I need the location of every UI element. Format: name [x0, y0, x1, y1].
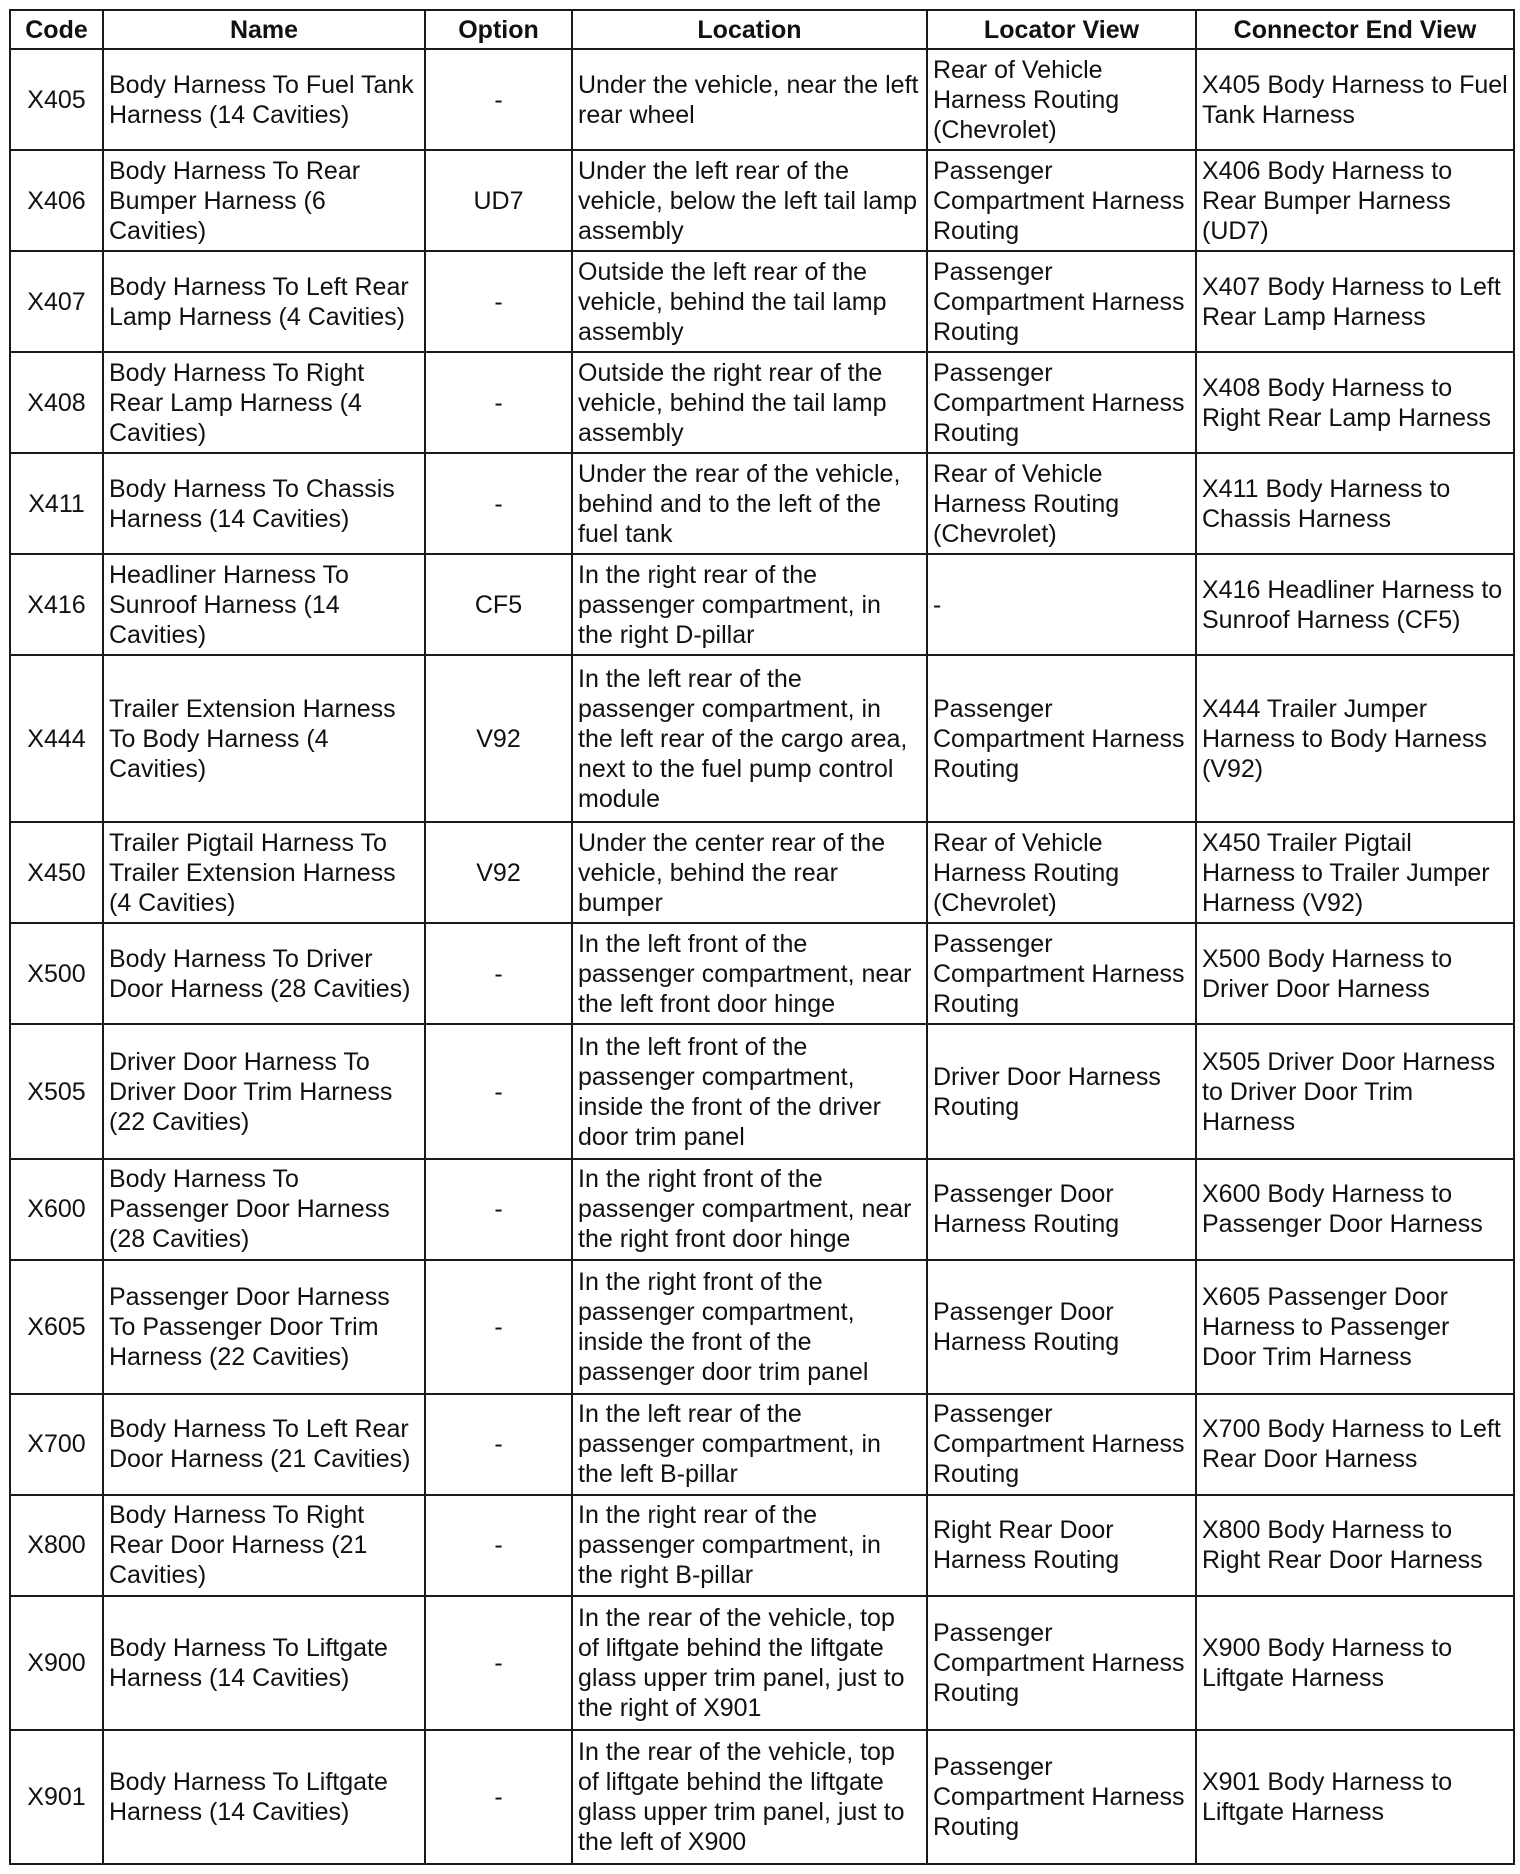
cell-location: In the rear of the vehicle, top of liftgate behind the liftgate glass upper trim panel, just to the right of X901: [572, 1596, 927, 1730]
cell-name: Body Harness To Right Rear Lamp Harness (4 Cavities): [103, 352, 425, 453]
header-location: Location: [572, 10, 927, 49]
cell-code: X408: [10, 352, 103, 453]
cell-name: Body Harness To Driver Door Harness (28 Cavities): [103, 923, 425, 1024]
cell-code: X605: [10, 1260, 103, 1394]
cell-location: Outside the right rear of the vehicle, behind the tail lamp assembly: [572, 352, 927, 453]
cell-location: In the left front of the passenger compartment, near the left front door hinge: [572, 923, 927, 1024]
cell-location: In the right rear of the passenger compartment, in the right B-pillar: [572, 1495, 927, 1596]
cell-code: X700: [10, 1394, 103, 1495]
cell-option: -: [425, 49, 572, 150]
header-row: [10, 10, 1514, 49]
cell-name: Trailer Extension Harness To Body Harness (4 Cavities): [103, 655, 425, 822]
cell-option: -: [425, 1159, 572, 1260]
cell-option: UD7: [425, 150, 572, 251]
table-row: [10, 554, 1514, 655]
cell-name: Driver Door Harness To Driver Door Trim Harness (22 Cavities): [103, 1024, 425, 1158]
cell-option: -: [425, 1596, 572, 1730]
cell-location: In the right front of the passenger compartment, near the right front door hinge: [572, 1159, 927, 1260]
cell-code: X405: [10, 49, 103, 150]
table-row: [10, 1394, 1514, 1495]
cell-option: -: [425, 1260, 572, 1394]
cell-connector-end-view: X408 Body Harness to Right Rear Lamp Harness: [1196, 352, 1514, 453]
cell-name: Body Harness To Left Rear Lamp Harness (4 Cavities): [103, 251, 425, 352]
cell-name: Body Harness To Right Rear Door Harness (21 Cavities): [103, 1495, 425, 1596]
cell-code: X406: [10, 150, 103, 251]
cell-locator-view: Passenger Door Harness Routing: [927, 1260, 1196, 1394]
cell-option: -: [425, 1024, 572, 1158]
cell-code: X505: [10, 1024, 103, 1158]
table-row: [10, 1024, 1514, 1158]
cell-option: V92: [425, 822, 572, 923]
cell-connector-end-view: X405 Body Harness to Fuel Tank Harness: [1196, 49, 1514, 150]
table-row: [10, 822, 1514, 923]
cell-name: Body Harness To Left Rear Door Harness (21 Cavities): [103, 1394, 425, 1495]
cell-name: Body Harness To Chassis Harness (14 Cavities): [103, 453, 425, 554]
cell-name: Trailer Pigtail Harness To Trailer Extension Harness (4 Cavities): [103, 822, 425, 923]
cell-code: X600: [10, 1159, 103, 1260]
table-row: [10, 150, 1514, 251]
cell-locator-view: Passenger Compartment Harness Routing: [927, 1394, 1196, 1495]
cell-option: -: [425, 1394, 572, 1495]
table-row: [10, 49, 1514, 150]
table-row: [10, 923, 1514, 1024]
cell-locator-view: Passenger Compartment Harness Routing: [927, 352, 1196, 453]
cell-code: X800: [10, 1495, 103, 1596]
table-row: [10, 1596, 1514, 1730]
cell-connector-end-view: X505 Driver Door Harness to Driver Door Trim Harness: [1196, 1024, 1514, 1158]
cell-code: X444: [10, 655, 103, 822]
cell-connector-end-view: X416 Headliner Harness to Sunroof Harness (CF5): [1196, 554, 1514, 655]
table-row: [10, 1730, 1514, 1864]
cell-code: X900: [10, 1596, 103, 1730]
cell-connector-end-view: X605 Passenger Door Harness to Passenger Door Trim Harness: [1196, 1260, 1514, 1394]
header-connector-end-view: Connector End View: [1196, 10, 1514, 49]
header-option: Option: [425, 10, 572, 49]
cell-code: X500: [10, 923, 103, 1024]
cell-locator-view: Rear of Vehicle Harness Routing (Chevrolet): [927, 822, 1196, 923]
cell-connector-end-view: X900 Body Harness to Liftgate Harness: [1196, 1596, 1514, 1730]
cell-option: -: [425, 1730, 572, 1864]
table-row: [10, 352, 1514, 453]
cell-locator-view: Rear of Vehicle Harness Routing (Chevrolet): [927, 49, 1196, 150]
connector-table-sheet: [9, 9, 1513, 1865]
cell-option: -: [425, 453, 572, 554]
cell-location: Under the left rear of the vehicle, below the left tail lamp assembly: [572, 150, 927, 251]
header-code: Code: [10, 10, 103, 49]
table-row: [10, 1260, 1514, 1394]
cell-name: Body Harness To Rear Bumper Harness (6 Cavities): [103, 150, 425, 251]
header-locator-view: Locator View: [927, 10, 1196, 49]
cell-name: Headliner Harness To Sunroof Harness (14 Cavities): [103, 554, 425, 655]
cell-location: Under the vehicle, near the left rear wheel: [572, 49, 927, 150]
table-row: [10, 1495, 1514, 1596]
cell-code: X416: [10, 554, 103, 655]
cell-name: Body Harness To Passenger Door Harness (28 Cavities): [103, 1159, 425, 1260]
cell-option: -: [425, 352, 572, 453]
cell-code: X411: [10, 453, 103, 554]
cell-connector-end-view: X700 Body Harness to Left Rear Door Harness: [1196, 1394, 1514, 1495]
connector-table: [9, 9, 1515, 1865]
cell-locator-view: -: [927, 554, 1196, 655]
cell-connector-end-view: X444 Trailer Jumper Harness to Body Harness (V92): [1196, 655, 1514, 822]
cell-connector-end-view: X800 Body Harness to Right Rear Door Harness: [1196, 1495, 1514, 1596]
cell-location: In the rear of the vehicle, top of liftgate behind the liftgate glass upper trim panel, just to the left of X900: [572, 1730, 927, 1864]
cell-location: Under the center rear of the vehicle, behind the rear bumper: [572, 822, 927, 923]
cell-option: CF5: [425, 554, 572, 655]
cell-locator-view: Passenger Compartment Harness Routing: [927, 923, 1196, 1024]
cell-name: Body Harness To Liftgate Harness (14 Cavities): [103, 1730, 425, 1864]
cell-location: In the left rear of the passenger compartment, in the left B-pillar: [572, 1394, 927, 1495]
cell-location: In the left rear of the passenger compartment, in the left rear of the cargo area, next to the fuel pump control module: [572, 655, 927, 822]
cell-code: X901: [10, 1730, 103, 1864]
table-row: [10, 453, 1514, 554]
cell-locator-view: Passenger Door Harness Routing: [927, 1159, 1196, 1260]
cell-option: -: [425, 251, 572, 352]
table-row: [10, 251, 1514, 352]
cell-connector-end-view: X901 Body Harness to Liftgate Harness: [1196, 1730, 1514, 1864]
cell-location: In the left front of the passenger compartment, inside the front of the driver door trim panel: [572, 1024, 927, 1158]
cell-location: In the right rear of the passenger compartment, in the right D-pillar: [572, 554, 927, 655]
cell-locator-view: Passenger Compartment Harness Routing: [927, 655, 1196, 822]
cell-location: Outside the left rear of the vehicle, behind the tail lamp assembly: [572, 251, 927, 352]
cell-name: Body Harness To Liftgate Harness (14 Cavities): [103, 1596, 425, 1730]
cell-locator-view: Driver Door Harness Routing: [927, 1024, 1196, 1158]
cell-locator-view: Right Rear Door Harness Routing: [927, 1495, 1196, 1596]
cell-code: X450: [10, 822, 103, 923]
cell-connector-end-view: X500 Body Harness to Driver Door Harness: [1196, 923, 1514, 1024]
cell-locator-view: Rear of Vehicle Harness Routing (Chevrolet): [927, 453, 1196, 554]
cell-option: -: [425, 923, 572, 1024]
cell-connector-end-view: X600 Body Harness to Passenger Door Harness: [1196, 1159, 1514, 1260]
cell-locator-view: Passenger Compartment Harness Routing: [927, 1596, 1196, 1730]
cell-option: V92: [425, 655, 572, 822]
cell-code: X407: [10, 251, 103, 352]
cell-connector-end-view: X407 Body Harness to Left Rear Lamp Harness: [1196, 251, 1514, 352]
cell-location: In the right front of the passenger compartment, inside the front of the passenger door trim panel: [572, 1260, 927, 1394]
cell-locator-view: Passenger Compartment Harness Routing: [927, 251, 1196, 352]
cell-location: Under the rear of the vehicle, behind and to the left of the fuel tank: [572, 453, 927, 554]
header-name: Name: [103, 10, 425, 49]
cell-locator-view: Passenger Compartment Harness Routing: [927, 150, 1196, 251]
cell-name: Passenger Door Harness To Passenger Door Trim Harness (22 Cavities): [103, 1260, 425, 1394]
cell-connector-end-view: X450 Trailer Pigtail Harness to Trailer Jumper Harness (V92): [1196, 822, 1514, 923]
cell-locator-view: Passenger Compartment Harness Routing: [927, 1730, 1196, 1864]
cell-connector-end-view: X406 Body Harness to Rear Bumper Harness (UD7): [1196, 150, 1514, 251]
cell-connector-end-view: X411 Body Harness to Chassis Harness: [1196, 453, 1514, 554]
cell-option: -: [425, 1495, 572, 1596]
cell-name: Body Harness To Fuel Tank Harness (14 Cavities): [103, 49, 425, 150]
table-row: [10, 1159, 1514, 1260]
table-row: [10, 655, 1514, 822]
